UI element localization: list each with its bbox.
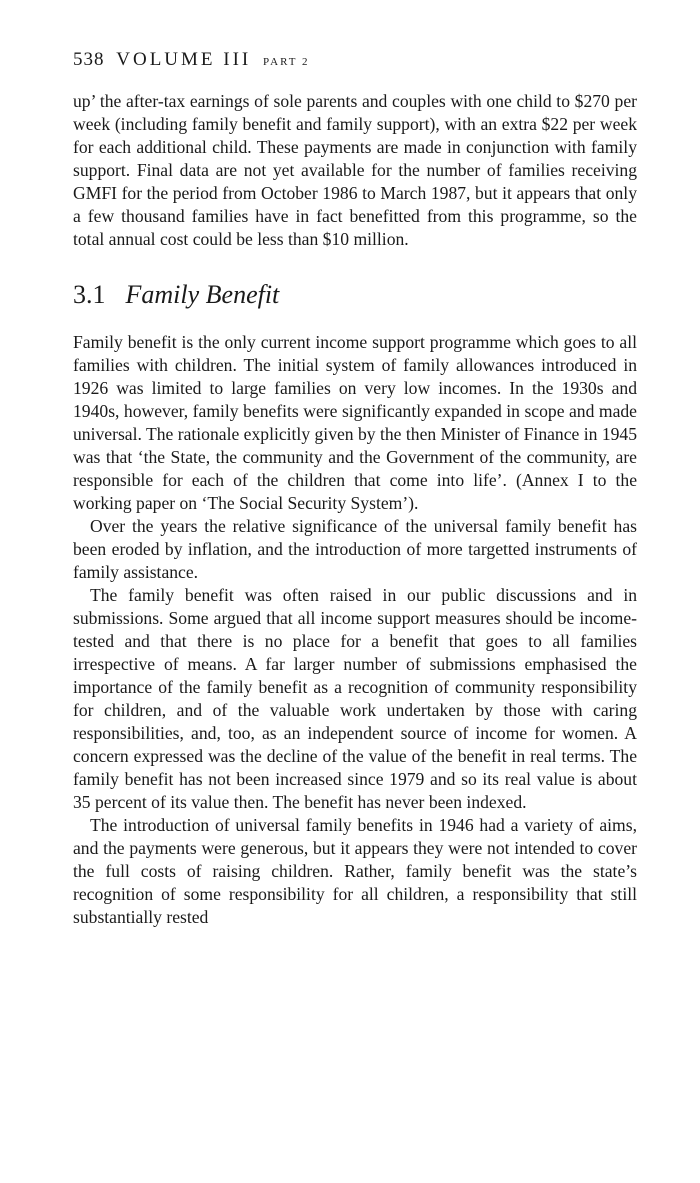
body-paragraph: Family benefit is the only current income support programme which goes to all families with children. The initial system of family allowances introduced in 1926 was limited to large families on very low incomes. In the 1930s and 1940s, however, family benefits were significantly expanded in scope and made universal. The rationale explicitly given by the then Minister of Finance in 1945 was that ‘the State, the community and the Government of the community, are responsible for each of the children that come into life’. (Annex I to the working paper on ‘The Social Security System’). [73, 332, 638, 513]
section-title: Family Benefit [125, 280, 280, 309]
book-page [73, 48, 637, 929]
continued-paragraph: up’ the after-tax earnings of sole parents and couples with one child to $270 per week (including family benefit and family support), with an extra $22 per week for each additional child. These payments are made in conjunction with family support. Final data are not yet available for the number of families receiving GMFI for the period from October 1986 to March 1987, but it appears that only a few thousand families have in fact benefitted from this programme, so the total annual cost could be less than $10 million. [73, 91, 637, 249]
body-paragraph: Over the years the relative significance of the universal family benefit has been eroded by inflation, and the introduction of more targetted instruments of family assistance. [73, 516, 637, 582]
running-head [73, 48, 637, 72]
body-paragraph: The introduction of universal family benefits in 1946 had a variety of aims, and the payments were generous, but it appears they were not intended to cover the full costs of raising children. Rather, family benefit was the state’s recognition of some responsibility for all children, a responsibility that still substantially rested [73, 815, 637, 927]
section-number: 3.1 [73, 280, 106, 309]
part-label: PART 2 [263, 56, 310, 68]
section-heading [73, 279, 637, 311]
body-paragraph: The family benefit was often raised in our public discussions and in submissions. Some argued that all income support measures should be income-tested and that there is no place for a benefit that goes to all families irrespective of means. A far larger number of submissions emphasised the importance of the family benefit as a recognition of community responsibility for children, and of the valuable work undertaken by those with caring responsibilities, and, too, as an independent source of income for women. A concern expressed was the decline of the value of the benefit in real terms. The family benefit has not been increased since 1979 and so its real value is about 35 percent of its value then. The benefit has never been indexed. [73, 585, 637, 812]
page-number: 538 [73, 49, 105, 70]
volume-label: VOLUME III [116, 49, 252, 70]
